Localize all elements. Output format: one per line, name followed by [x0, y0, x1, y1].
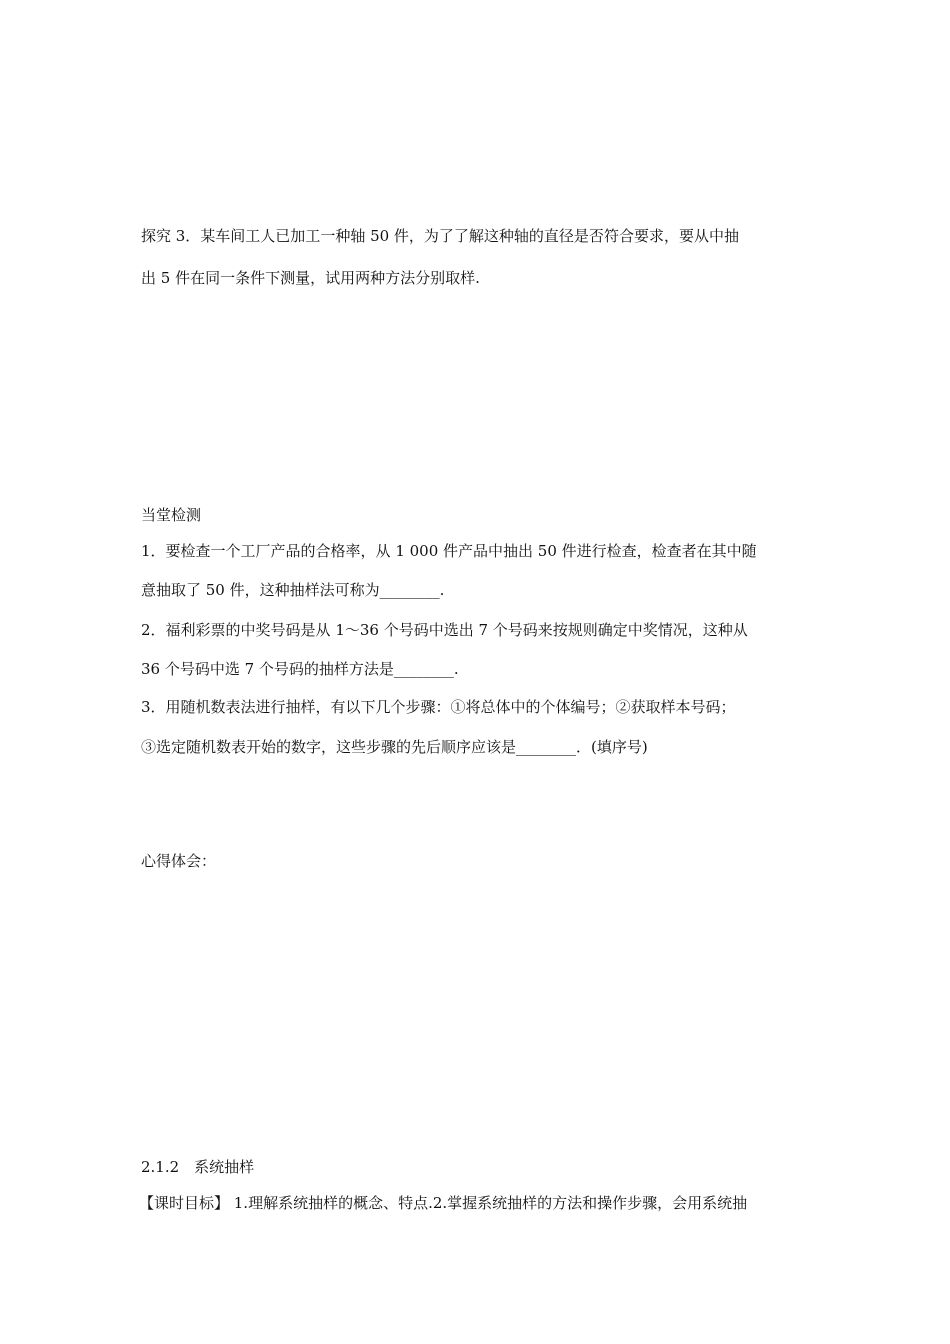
question-1-line1: 1．要检查一个工厂产品的合格率，从 1 000 件产品中抽出 50 件进行检查，检查者在其中随 [141, 542, 757, 560]
reflection-heading: 心得体会： [141, 852, 217, 870]
section-title: 2.1.2 系统抽样 [141, 1158, 255, 1176]
question-3-line1: 3．用随机数表法进行抽样，有以下几个步骤：①将总体中的个体编号；②获取样本号码； [141, 698, 736, 716]
question-3-line2: ③选定随机数表开始的数字，这些步骤的先后顺序应该是________．(填序号) [141, 738, 648, 756]
check-heading: 当堂检测 [141, 506, 202, 524]
question-1-line2: 意抽取了 50 件，这种抽样法可称为________. [141, 581, 445, 599]
explore3-line2: 出 5 件在同一条件下测量，试用两种方法分别取样. [141, 269, 480, 287]
question-2-line1: 2．福利彩票的中奖号码是从 1～36 个号码中选出 7 个号码来按规则确定中奖情况，这种从 [141, 621, 748, 639]
question-2-line2: 36 个号码中选 7 个号码的抽样方法是________. [141, 660, 459, 678]
explore3-line1: 探究 3．某车间工人已加工一种轴 50 件，为了了解这种轴的直径是否符合要求，要从中抽 [141, 227, 739, 245]
lesson-goal-line: 【课时目标】 1.理解系统抽样的概念、特点.2.掌握系统抽样的方法和操作步骤，会用系统抽 [139, 1194, 748, 1212]
